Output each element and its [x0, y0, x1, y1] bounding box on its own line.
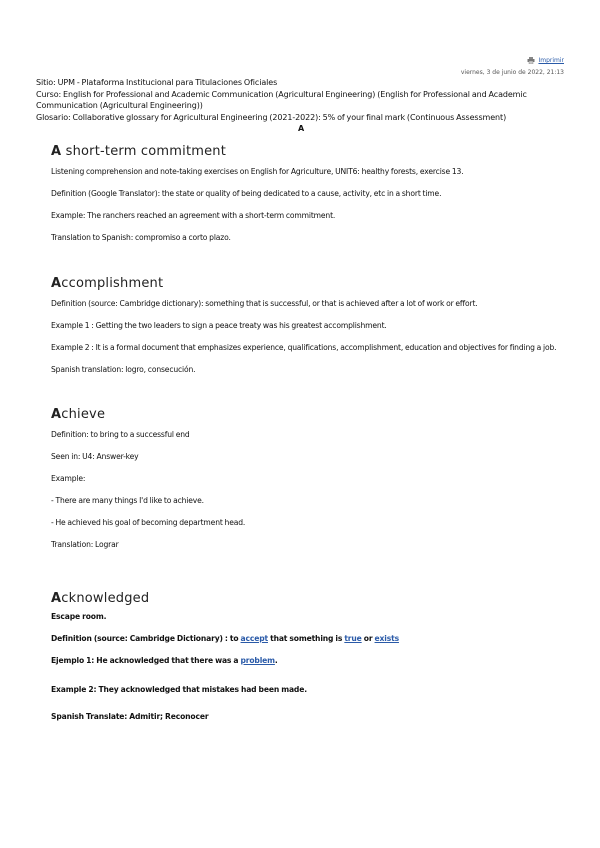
entry-title-initial: A [51, 276, 62, 291]
entry-line: Translation: Lograr [51, 540, 119, 549]
problem-link[interactable]: problem [240, 656, 275, 665]
entry-line: Example: [51, 474, 86, 483]
glossary-entry [51, 276, 566, 375]
example-text: Ejemplo 1: He acknowledged that there was a [51, 656, 241, 665]
accept-link[interactable]: accept [240, 634, 268, 643]
entry-title [51, 144, 566, 159]
glossary-entry [51, 591, 566, 722]
entry-line: Listening comprehension and note-taking exercises on English for Agriculture, UNIT6: healthy forests, exercise 13. [51, 167, 464, 176]
entry-line: Definition: to bring to a successful end [51, 430, 190, 439]
entry-line: Example 2 : It is a formal document that emphasizes experience, qualifications, accomplishment, education and objectives for finding a job. [51, 343, 557, 352]
entry-line: Definition (Google Translator): the state or quality of being dedicated to a cause, activity, etc in a short time. [51, 189, 442, 198]
entry-title-initial: A [51, 144, 62, 159]
entry-title-rest: short-term commitment [61, 144, 227, 159]
print-link-label[interactable]: Imprimir [538, 57, 564, 64]
glossary-entry [51, 144, 566, 243]
definition-text: Definition (source: Cambridge Dictionary) : to [51, 634, 241, 643]
entry-title [51, 591, 566, 606]
entry-line: Spanish Translate: Admitir; Reconocer [51, 712, 209, 721]
entry-line: Translation to Spanish: compromiso a corto plazo. [51, 233, 231, 242]
true-link[interactable]: true [344, 634, 362, 643]
course-line: Curso: English for Professional and Academic Communication (Agricultural Engineering) (English for Professional and Academic Communication (Agricultural Engineering)) [36, 89, 527, 110]
entry-line: Example 2: They acknowledged that mistakes had been made. [51, 685, 307, 694]
letter-heading: A [297, 124, 305, 133]
entry-line: - There are many things I'd like to achieve. [51, 496, 204, 505]
entry-title [51, 407, 566, 422]
entry-line: Spanish translation: logro, consecución. [51, 365, 196, 374]
entry-line: Seen in: U4: Answer-key [51, 452, 139, 461]
definition-line [51, 633, 566, 644]
print-link[interactable] [527, 57, 564, 64]
print-date: viernes, 3 de junio de 2022, 21:13 [460, 69, 564, 76]
entry-line: Example 1 : Getting the two leaders to sign a peace treaty was his greatest accomplishment. [51, 321, 387, 330]
entry-title-initial: A [51, 407, 62, 422]
entry-title-rest: chieve [61, 407, 106, 422]
glossary-meta [36, 77, 566, 135]
site-line: Sitio: UPM - Plataforma Institucional para Titulaciones Oficiales [36, 78, 278, 87]
glossary-line: Glosario: Collaborative glossary for Agricultural Engineering (2021-2022): 5% of your final mark (Continuous Assessment) [36, 112, 507, 122]
entry-title [51, 276, 566, 291]
example-line [51, 655, 566, 666]
glossary-entry [51, 407, 566, 550]
entry-title-rest: ccomplishment [61, 276, 164, 291]
entry-line: - He achieved his goal of becoming department head. [51, 518, 246, 527]
printer-icon [527, 57, 535, 64]
entry-line: Escape room. [51, 612, 107, 621]
definition-text: that something is [268, 634, 345, 643]
exists-link[interactable]: exists [374, 634, 399, 643]
example-text: . [274, 656, 278, 665]
entry-title-rest: cknowledged [61, 591, 150, 606]
entry-line: Definition (source: Cambridge dictionary): something that is successful, or that is achieved after a lot of work or effort. [51, 299, 478, 308]
print-header [461, 57, 564, 76]
definition-text: or [361, 634, 375, 643]
entry-line: Example: The ranchers reached an agreement with a short-term commitment. [51, 211, 336, 220]
entry-title-initial: A [51, 591, 62, 606]
